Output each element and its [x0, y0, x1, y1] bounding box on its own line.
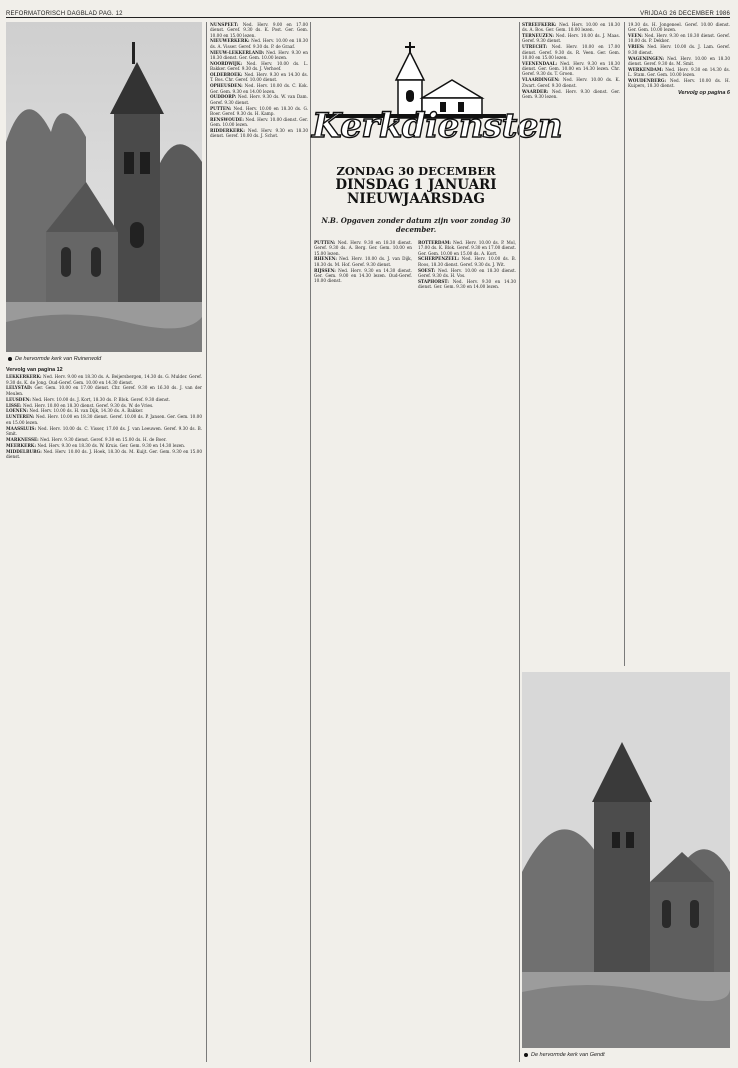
column-divider: [519, 22, 520, 1062]
continuation-heading: Vervolg van pagina 12: [6, 367, 63, 373]
listing-place: RIJSSEN:: [314, 267, 336, 273]
listing-place: LELYSTAD:: [6, 385, 33, 391]
listing-text: Ned. Herv. 10.00 ds. P. Mol, 17.00 ds. K. Blok. Geref. 9.30 en 17.00 dienst. Ger. Gem. 10.00 en 15.00 ds. A. Kort.: [418, 240, 516, 256]
column-divider: [624, 22, 625, 666]
listing-text: Ned. Herv. 10.00 ds. C. Visser, 17.00 ds. J. van Leeuwen. Geref. 9.30 ds. B. Smit.: [6, 425, 202, 436]
church-left-illustration: [6, 22, 202, 352]
listing-text: Ned. Herv. 10.00 ds. B. Roos, 18.30 dienst. Geref. 9.30 ds. J. Wit.: [418, 256, 516, 267]
listing-text: Ned. Herv. 10.00 en 18.30 ds. A. Bos. Ger. Gem. 10.00 lezen.: [522, 22, 620, 33]
church-listing: [6, 414, 202, 425]
listing-place: VEENENDAAL:: [522, 60, 558, 66]
listing-place: TERNEUZEN:: [522, 33, 554, 39]
church-listing: [314, 268, 412, 284]
listing-place: VEEN:: [628, 33, 643, 39]
bullet-icon: [524, 1053, 528, 1057]
listing-text: Ned. Herv. 10.00 en 18.30 dienst. Geref. 9.30 ds. M. Smit.: [628, 55, 730, 66]
church-listing: [210, 83, 308, 94]
listing-text: Ned. Herv. 9.30 en 14.30 dienst. Ger. Gem. 9.30 en 14.00 lezen.: [418, 278, 516, 290]
listing-text: Ned. Herv. 9.00 en 17.00 dienst. Geref. 9.30 ds. K. Post. Ger. Gem. 10.00 en 15.00 lezen.: [210, 22, 308, 38]
left-photo-caption: [8, 356, 204, 362]
church-listing: [210, 61, 308, 72]
church-listing: [418, 279, 516, 290]
church-listing: [628, 78, 730, 89]
listing-text: Ned. Herv. 10.00 en 17.00 dienst. Geref. 9.30 ds. R. Veen. Ger. Gem. 10.00 en 15.00 lezen.: [522, 44, 620, 60]
church-listing: [522, 33, 620, 44]
listing-place: UTRECHT:: [522, 44, 548, 50]
church-listing: [210, 22, 308, 38]
listing-text: Ned. Herv. 10.00 en 18.30 dienst. Geref. 9.30 ds. H. Vos.: [418, 267, 516, 278]
church-listing: [210, 50, 308, 61]
church-listing: [522, 89, 620, 100]
listing-place: MEERKERK:: [6, 442, 36, 448]
listing-text: Ned. Herv. 10.00 ds. J. van Dijk, 18.30 ds. M. Hof. Geref. 9.30 dienst.: [314, 256, 412, 267]
church-listing: [6, 449, 202, 460]
column-3: [314, 240, 516, 1062]
right-caption-text: De hervormde kerk van Gendt: [531, 1052, 605, 1058]
church-listing: [6, 408, 202, 413]
listing-text: Ned. Herv. 10.00 dienst. Ger. Gem. 10.00 lezen.: [210, 116, 308, 128]
listing-place: VLAARDINGEN:: [522, 77, 560, 83]
church-listing: [6, 385, 202, 396]
listing-text: Ned. Herv. 9.30 ds. W. van Dam. Geref. 9.30 dienst.: [210, 94, 308, 105]
church-listing: [628, 67, 730, 78]
listing-text: Ger. Gem. 10.00 en 17.00 dienst. Chr. Geref. 9.30 en 16.30 ds. J. van der Meulen.: [6, 385, 202, 396]
church-listing: [6, 403, 202, 408]
listing-place: PUTTEN:: [314, 240, 336, 245]
listing-text: Ned. Herv. 10.00 ds. J. Maas. Geref. 9.30 dienst.: [522, 33, 620, 44]
church-listing: [6, 397, 202, 402]
listing-place: PUTTEN:: [210, 105, 232, 111]
column-divider: [206, 22, 207, 1062]
listing-text: Ned. Herv. 10.00 ds. J. Lam. Geref. 9.30 dienst.: [628, 44, 730, 55]
listing-place: LEKKERKERK:: [6, 374, 42, 380]
bullet-icon: [8, 357, 12, 361]
header-right: VRIJDAG 26 DECEMBER 1986: [640, 11, 730, 17]
church-listing: [628, 44, 730, 55]
church-listing: [210, 94, 308, 105]
listing-place: ROTTERDAM:: [418, 240, 451, 245]
listing-text: Ned. Herv. 10.00 en 18.30 dienst. Geref. 9.30 ds. W. de Vries.: [22, 402, 154, 408]
listing-text: Ned. Herv. 9.30 dienst. Geref. 9.30 en 15.00 ds. H. de Boer.: [40, 436, 167, 442]
church-listing: [210, 117, 308, 128]
listing-place: NIEUW-LEKKERLAND:: [210, 49, 265, 55]
listing-text: Ned. Herv. 9.30 en 18.30 dienst. Ger. Gem. 10.00 en 14.30 lezen. Chr. Geref. 9.30 ds. T. Groen.: [522, 60, 620, 77]
listing-place: RENSWOUDE:: [210, 116, 244, 122]
church-listing: [628, 22, 730, 33]
church-listing: [522, 77, 620, 88]
listing-text: Ned. Herv. 10.00 ds. H. Kuipers, 18.30 dienst.: [628, 77, 730, 89]
listing-place: WERKENDAM:: [628, 66, 664, 72]
listing-place: LUNTEREN:: [6, 414, 35, 420]
masthead-title: Kerkdiensten: [312, 106, 563, 146]
church-listing: [522, 61, 620, 77]
church-listing: [210, 38, 308, 49]
listing-text: Ned. Herv. 9.30 en 14.30 dienst. Ger. Gem. 9.00 en 14.30 lezen. Oud-Geref. 10.00 dienst.: [314, 267, 412, 284]
listing-place: LOENEN:: [6, 408, 29, 414]
masthead-line-2: DINSDAG 1 JANUARI: [335, 177, 497, 193]
listing-place: SCHERPENZEEL:: [418, 256, 460, 262]
listing-text: Ned. Herv. 9.30 en 14.30 ds. L. Stam. Ger. Gem. 10.00 lezen.: [628, 66, 730, 78]
listing-place: NIEUWERKERK:: [210, 38, 250, 44]
column-2-entries: [210, 22, 308, 139]
listing-text: Ned. Herv. 9.30 en 18.30 dienst. Geref. 10.00 ds. P. Dekker.: [628, 33, 730, 44]
listing-place: OLDEBROEK:: [210, 72, 243, 78]
column-1-entries: [6, 374, 202, 459]
church-listing: [418, 240, 516, 256]
listing-place: STAPHORST:: [418, 278, 449, 284]
listing-text: Ned. Herv. 9.30 en 18.30 dienst. Ger. Gem. 10.00 lezen.: [210, 49, 308, 60]
listing-text: Ned. Herv. 10.00 en 18.30 ds. G. Boer. Geref. 9.30 ds. H. Kamp.: [210, 105, 308, 116]
listing-text: Ned. Herv. 10.00 ds. C. Kok. Ger. Gem. 9.30 en 14.00 lezen.: [210, 83, 308, 94]
listing-place: OUDDORP:: [210, 94, 237, 100]
listing-place: RIDDERKERK:: [210, 127, 245, 133]
page-header: [6, 3, 730, 18]
church-listing: [210, 72, 308, 83]
masthead-line-3: NIEUWJAARSDAG: [347, 191, 485, 207]
church-listing: [6, 374, 202, 385]
church-listing: [6, 426, 202, 437]
listing-place: WAGENINGEN:: [628, 55, 665, 61]
church-listing: [418, 256, 516, 267]
listing-text: Ned. Herv. 10.00 en 18.30 ds. A. Visser. Geref. 9.30 ds. P. de Graaf.: [210, 38, 308, 49]
listing-text: Ned. Herv. 9.30 en 18.30 ds. W. Kruis. Ger. Gem. 9.30 en 14.30 lezen.: [37, 442, 186, 448]
column-5-entries: [628, 22, 730, 89]
continuation-footer: Vervolg op pagina 6: [677, 89, 730, 96]
listing-place: WOUDENBERG:: [628, 77, 666, 83]
masthead-line-1: ZONDAG 30 DECEMBER: [336, 164, 496, 178]
listing-place: NUNSPEET:: [210, 22, 239, 27]
left-caption-text: De hervormde kerk van Ruinerwold: [15, 356, 102, 362]
column-3-entries: [314, 240, 516, 289]
listing-place: MARKNESSE:: [6, 436, 39, 442]
church-listing: [628, 33, 730, 44]
church-listing: [522, 44, 620, 60]
listing-text: Ned. Herv. 9.30 dienst. Ger. Gem. 9.30 lezen.: [522, 88, 620, 99]
column-2: [210, 22, 308, 1062]
church-listing: [210, 128, 308, 139]
church-photo-right: [522, 672, 730, 1048]
listing-place: NOORDWIJK:: [210, 60, 243, 66]
listing-text: Ned. Herv. 10.00 ds. L. Bakker. Geref. 9.30 ds. J. Verhoef.: [210, 60, 308, 72]
right-photo-caption: [524, 1052, 732, 1058]
listing-place: STREEFKERK:: [522, 22, 557, 27]
listing-text: Ned. Herv. 9.00 en 18.30 ds. A. Beijersbergen, 14.30 ds. G. Mulder. Geref. 9.30 ds. K. de Jong. Oud-Geref. Gem. 10.00 en 14.30 dienst.: [6, 374, 202, 385]
church-right-illustration: [522, 672, 730, 1048]
church-listing: [314, 240, 412, 256]
listing-place: LEUSDEN:: [6, 396, 31, 402]
column-5: [628, 22, 730, 654]
listing-place: MIDDELBURG:: [6, 448, 42, 454]
listing-place: MAASSLUIS:: [6, 425, 36, 431]
church-listing: [6, 443, 202, 448]
listing-text: Ned. Herv. 10.00 ds. K. Zwart. Geref. 9.30 dienst.: [522, 77, 620, 88]
listing-place: OPHEUSDEN:: [210, 83, 243, 89]
column-1: [6, 366, 202, 1056]
church-listing: [314, 256, 412, 267]
listing-text: Ned. Herv. 10.00 ds. H. van Dijk, 14.30 ds. A. Bakker.: [29, 408, 144, 414]
church-listing: [522, 22, 620, 33]
listing-text: Ned. Herv. 9.30 en 14.30 ds. T. Bos. Chr. Geref. 10.00 dienst.: [210, 72, 308, 83]
church-listing: [418, 268, 516, 279]
listing-text: Ned. Herv. 10.00 ds. J. Hoek, 18.30 ds. M. Kuijt. Ger. Gem. 9.30 en 15.00 dienst.: [6, 448, 202, 459]
church-listing: [6, 437, 202, 442]
column-divider: [310, 22, 311, 1062]
church-listing: [210, 106, 308, 117]
listing-text: Ned. Herv. 9.30 en 18.30 dienst. Geref. 9.30 ds. A. Berg. Ger. Gem. 10.00 en 15.00 lezen.: [314, 240, 412, 256]
masthead-note: N.B. Opgaven zonder datum zijn voor zondag 30 december.: [321, 216, 511, 234]
listing-place: RHENEN:: [314, 256, 337, 262]
header-left: REFORMATORISCH DAGBLAD PAG. 12: [6, 11, 123, 17]
listing-text: Ned. Herv. 10.00 en 18.30 dienst. Geref. 10.00 ds. P. Jansen. Ger. Gem. 10.00 en 15.00 lezen.: [6, 414, 202, 425]
listing-place: WAARDER:: [522, 88, 549, 94]
listing-place: VRIES:: [628, 44, 645, 50]
column-4-entries: [522, 22, 620, 99]
listing-place: SOEST:: [418, 267, 436, 273]
listing-text: Ned. Herv. 10.00 ds. J. Kort, 18.30 ds. P. Blok. Geref. 9.30 dienst.: [32, 396, 171, 402]
church-photo-left: [6, 22, 202, 352]
church-listing: [628, 56, 730, 67]
listing-place: LISSE:: [6, 402, 22, 408]
listing-text: Ned. Herv. 9.30 en 18.30 dienst. Geref. 10.00 ds. J. Schot.: [210, 127, 308, 139]
listing-text: 19.30 ds. H. Jongeneel. Geref. 10.00 dienst. Ger. Gem. 10.00 lezen.: [628, 22, 730, 33]
column-4: [522, 22, 620, 666]
